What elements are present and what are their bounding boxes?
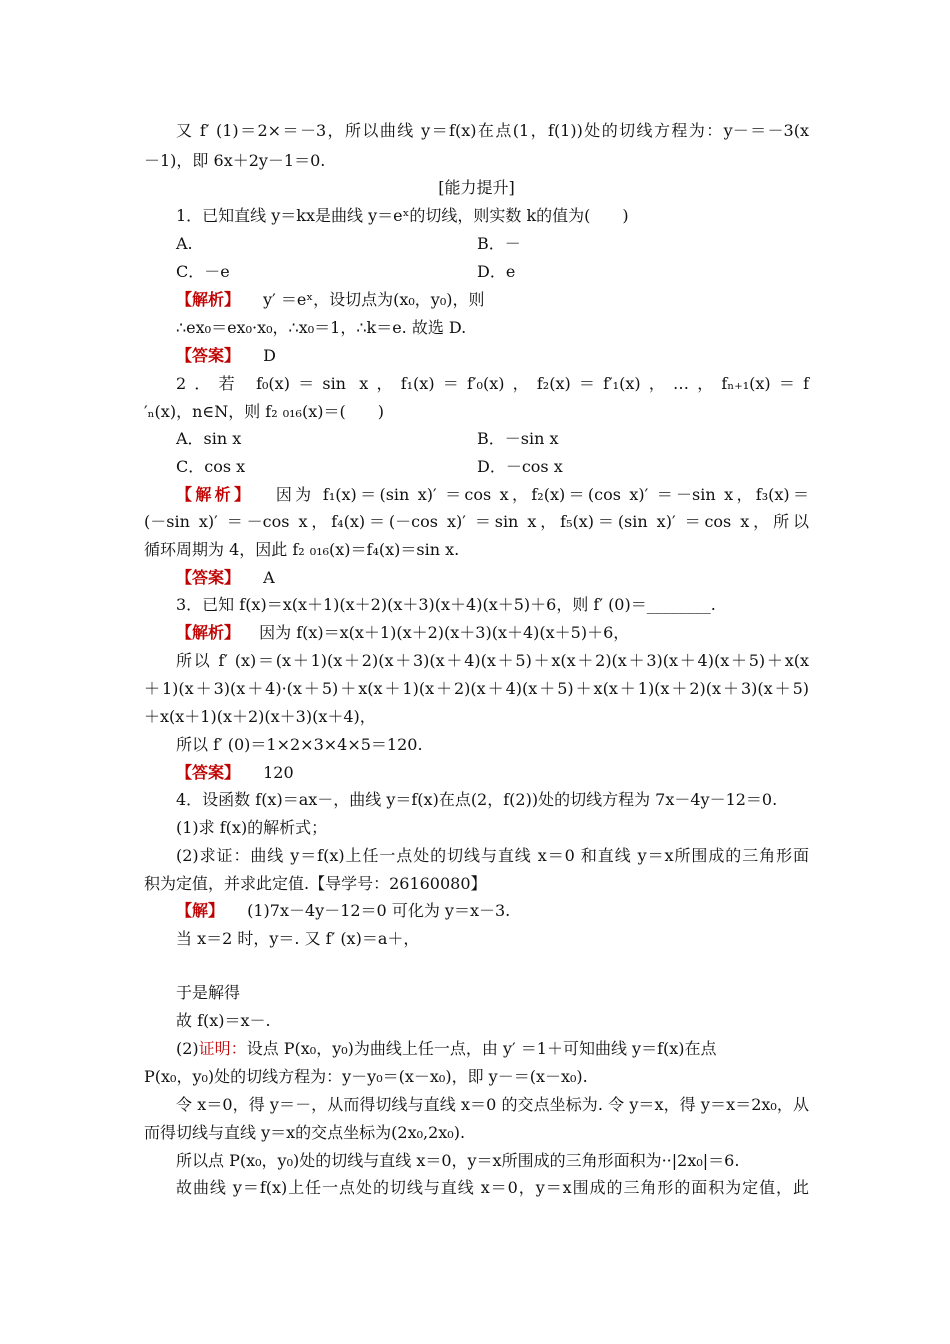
text-line: 所以点 P(x₀，y₀)处的切线与直线 x＝0，y＝x所围成的三角形面积为··|2x₀|＝6. [176, 1151, 740, 1170]
text-line: P(x₀，y₀)处的切线方程为：y－y₀＝(x－x₀)，即 y－＝(x－x₀). [144, 1067, 588, 1086]
text-line: 又 f′ (1)＝2×＝－3，所以曲线 y＝f(x)在点(1，f(1))处的切线方程为：y－＝－3(x [176, 121, 809, 140]
analysis-tag: 【解析】 [176, 623, 241, 642]
text-line: 所以 f′ (0)＝1×2×3×4×5＝120. [176, 735, 423, 754]
answer-line [176, 345, 809, 367]
option-row [176, 233, 809, 255]
text-line: 循环周期为 4，因此 f₂ ₀₁₆(x)＝f₄(x)＝sin x. [144, 540, 460, 559]
text-line: 积为定值，并求此定值.【导学号：26160080】 [144, 874, 487, 893]
option-c: C．－e [176, 262, 230, 281]
text-line: 于是解得 [176, 983, 241, 1002]
analysis-text: 因为 f₁(x)＝(sin x)′ ＝cos x，f₂(x)＝(cos x)′ ＝－sin x，f₃(x)＝ [275, 485, 809, 504]
proof-tag: 证明： [198, 1039, 247, 1058]
text-line: (－sin x)′ ＝－cos x，f₄(x)＝(－cos x)′ ＝sin x，f₅(x)＝(sin x)′ ＝cos x，所以 [144, 512, 809, 531]
text-line: 令 x＝0，得 y＝－，从而得切线与直线 x＝0 的交点坐标为. 令 y＝x，得 y＝x＝2x₀，从 [176, 1095, 809, 1114]
option-row [176, 428, 809, 450]
answer-line [176, 762, 809, 784]
proof-text: 设点 P(x₀，y₀)为曲线上任一点，由 y′ ＝1＋可知曲线 y＝f(x)在点 [246, 1039, 717, 1058]
analysis-line [176, 289, 809, 311]
question-2: 2．若 f₀(x)＝sin x，f₁(x)＝f′₀(x)，f₂(x)＝f′₁(x)，…，fₙ₊₁(x)＝f [176, 374, 809, 393]
option-b: B．－ [477, 234, 521, 253]
analysis-line [176, 484, 809, 506]
analysis-tag: 【解析】 [176, 290, 241, 309]
text-line: 故 f(x)＝x－. [176, 1011, 271, 1030]
text-line: ∴ex₀＝ex₀·x₀，∴x₀＝1，∴k＝e. 故选 D. [176, 318, 467, 337]
proof-number: (2) [176, 1039, 199, 1058]
answer-text: 120 [263, 763, 294, 782]
text-line: －1)，即 6x＋2y－1＝0. [144, 151, 326, 170]
question-1: 1．已知直线 y＝kx是曲线 y＝eˣ的切线，则实数 k的值为( ) [176, 206, 629, 225]
text-line: ＋x(x＋1)(x＋2)(x＋3)(x＋4)， [144, 707, 376, 726]
solution-text: (1)7x－4y－12＝0 可化为 y＝x－3. [247, 901, 511, 920]
option-a: A. [176, 234, 193, 253]
text-line: (1)求 f(x)的解析式； [176, 818, 328, 837]
analysis-text: 因为 f(x)＝x(x＋1)(x＋2)(x＋3)(x＋4)(x＋5)＋6， [259, 623, 630, 642]
text-line: 当 x＝2 时，y＝. 又 f′ (x)＝a＋， [176, 929, 420, 948]
proof-line [176, 1038, 809, 1060]
answer-text: A [263, 568, 275, 587]
answer-text: D [263, 346, 276, 365]
question-3: 3．已知 f(x)＝x(x＋1)(x＋2)(x＋3)(x＋4)(x＋5)＋6，则 f′ (0)＝________. [176, 595, 716, 614]
text-line: 所以 f′ (x)＝(x＋1)(x＋2)(x＋3)(x＋4)(x＋5)＋x(x＋2)(x＋3)(x＋4)(x＋5)＋x(x [176, 651, 809, 670]
answer-tag: 【答案】 [176, 763, 241, 782]
option-row [176, 261, 809, 283]
option-d: D．e [477, 262, 516, 281]
text-line: 而得切线与直线 y＝x的交点坐标为(2x₀,2x₀). [144, 1123, 466, 1142]
option-a: A．sin x [176, 429, 242, 448]
analysis-tag: 【解析】 [176, 485, 254, 504]
analysis-text: y′ ＝eˣ，设切点为(x₀，y₀)，则 [263, 290, 485, 309]
option-d: D．－cos x [477, 457, 563, 476]
text-line: ′ₙ(x)，n∈N，则 f₂ ₀₁₆(x)＝( ) [144, 402, 384, 421]
solution-line [176, 900, 809, 922]
answer-tag: 【答案】 [176, 346, 241, 365]
analysis-line [176, 622, 809, 644]
option-c: C．cos x [176, 457, 246, 476]
answer-line [176, 567, 809, 589]
option-row [176, 456, 809, 478]
question-4: 4．设函数 f(x)＝ax－，曲线 y＝f(x)在点(2，f(2))处的切线方程为 7x－4y－12＝0. [176, 790, 778, 809]
text-line: 故曲线 y＝f(x)上任一点处的切线与直线 x＝0，y＝x围成的三角形的面积为定值，此 [176, 1178, 809, 1197]
option-b: B．－sin x [477, 429, 559, 448]
text-line: (2)求证：曲线 y＝f(x)上任一点处的切线与直线 x＝0 和直线 y＝x所围成的三角形面 [176, 846, 809, 865]
section-heading: [能力提升] [438, 178, 515, 197]
solution-tag: 【解】 [176, 901, 225, 920]
answer-tag: 【答案】 [176, 568, 241, 587]
text-line: ＋1)(x＋3)(x＋4)·(x＋5)＋x(x＋1)(x＋2)(x＋4)(x＋5)＋x(x＋1)(x＋2)(x＋3)(x＋5) [144, 679, 809, 698]
